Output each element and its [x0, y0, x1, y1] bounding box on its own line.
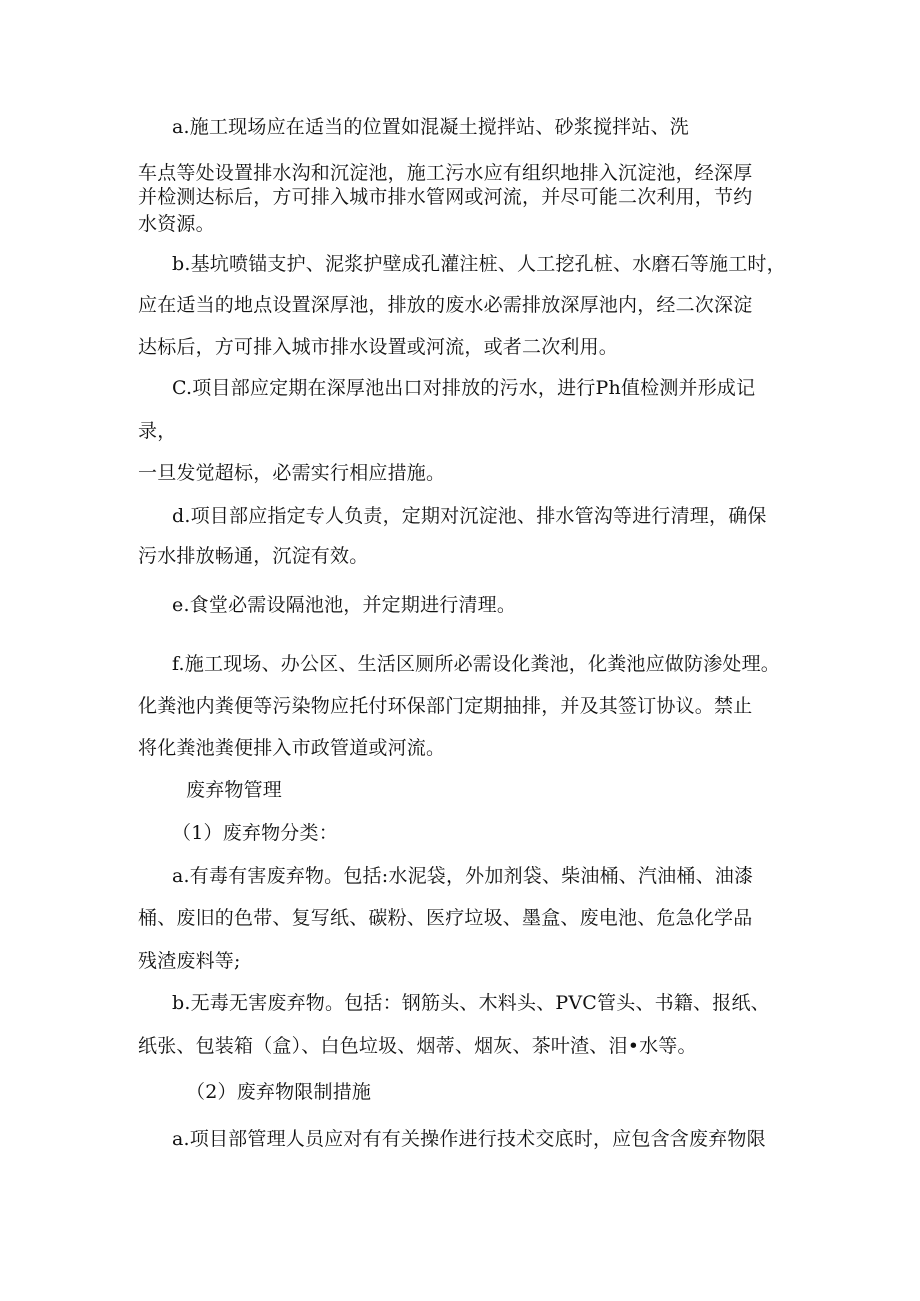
text-line: 将化粪池粪便排入市政管道或河流。 [138, 737, 446, 759]
text-line: a.有毒有害废弃物。包括:水泥袋，外加剂袋、柴油桶、汽油桶、油漆 [172, 865, 754, 887]
section-heading: 废弃物管理 [186, 779, 283, 801]
subsection-heading: （1）废弃物分类： [172, 822, 338, 844]
text-line: f.施工现场、办公区、生活区厕所必需设化粪池，化粪池应做防渗处理。 [172, 653, 780, 675]
text-line: b.基坑喷锚支护、泥浆护壁成孔灌注桩、人工挖孔桩、水磨石等施工时， [172, 253, 786, 275]
text-line: C.项目部应定期在深厚池出口对排放的污水，进行Ph值检测并形成记 [172, 377, 756, 399]
text-line: d.项目部应指定专人负责，定期对沉淀池、排水管沟等进行清理，确保 [172, 505, 767, 527]
text-line: a.项目部管理人员应对有有关操作进行技术交底时，应包含含废弃物限 [172, 1128, 766, 1150]
text-line: b.无毒无害废弃物。包括：钢筋头、木料头、PVC管头、书籍、报纸、 [172, 992, 770, 1014]
text-line: e.食堂必需设隔池池，并定期进行清理。 [172, 594, 517, 616]
text-line: a.施工现场应在适当的位置如混凝土搅拌站、砂浆搅拌站、洗 [172, 116, 689, 138]
text-line: 录， [138, 420, 177, 442]
text-line: 纸张、包装箱（盒）、白色垃圾、烟蒂、烟灰、茶叶渣、泪•水等。 [138, 1035, 697, 1057]
text-line: 水资源。 [138, 213, 215, 235]
text-line: 残渣废料等; [138, 950, 241, 972]
text-line: 一旦发觉超标，必需实行相应措施。 [138, 462, 446, 484]
text-line: 达标后，方可排入城市排水设置或河流，或者二次利用。 [138, 336, 619, 358]
text-line: 并检测达标后，方可排入城市排水管网或河流，并尽可能二次利用，节约 [138, 186, 753, 208]
text-line: 污水排放畅通，沉淀有效。 [138, 545, 369, 567]
subsection-heading: （2）废弃物限制措施 [186, 1081, 372, 1103]
text-line: 桶、废旧的色带、复写纸、碳粉、医疗垃圾、墨盒、废电池、危急化学品 [138, 907, 753, 929]
text-line: 车点等处设置排水沟和沉淀池，施工污水应有组织地排入沉淀池，经深厚 [138, 162, 753, 184]
text-line: 化粪池内粪便等污染物应托付环保部门定期抽排，并及其签订协议。禁止 [138, 695, 753, 717]
text-line: 应在适当的地点设置深厚池，排放的废水必需排放深厚池内，经二次深淀 [138, 294, 753, 316]
